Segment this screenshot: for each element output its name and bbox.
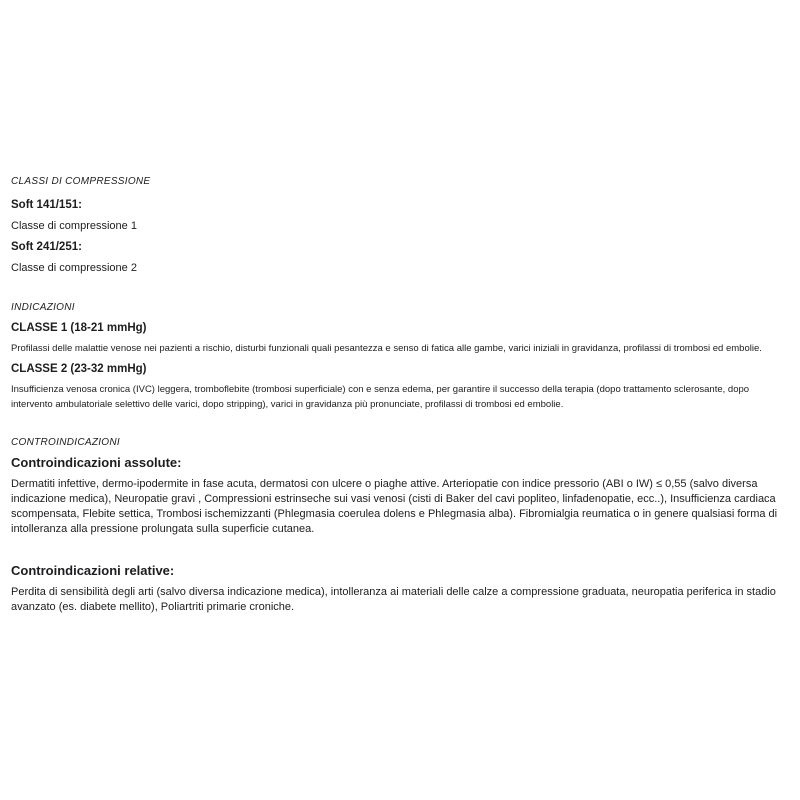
section-classi-di-compressione [11, 176, 790, 275]
controindicazioni-assolute-paragraph: Dermatiti infettive, dermo-ipodermite in fase acuta, dermatosi con ulcere o piaghe attive. Arteriopatie con indice pressorio (ABI o IW) ≤ 0,55 (salvo diversa indicazione medica), Neuropatie gravi , Compressioni estrinseche sui vasi venosi (cisti di Baker del cavi popliteo, linfadenopatie, ecc..), Insufficienza cardiaca scompensata, Flebite settica, Trombosi ischemizzanti (Phlegmasia coerulea dolens e Phlegmasia alba). Fibromialgia reumatica o in genere qualsiasi forma di intolleranza alla pressione prolungata sulla superficie cutanea. [11, 478, 778, 535]
soft-141-151-value: Classe di compressione 1 [11, 220, 137, 232]
section-controindicazioni [11, 437, 790, 615]
controindicazioni-assolute-label: Controindicazioni assolute: [11, 455, 182, 470]
controindicazioni-relative-paragraph: Perdita di sensibilità degli arti (salvo diversa indicazione medica), intolleranza ai materiali delle calze a compressione graduata, neuropatia periferica in stadio avanzato (es. diabete mellito), Poliartriti primarie croniche. [11, 586, 776, 613]
controindicazioni-relative-label: Controindicazioni relative: [11, 563, 175, 578]
controindicazioni-heading: CONTROINDICAZIONI [11, 437, 120, 448]
classe-1-paragraph: Profilassi delle malattie venose nei pazienti a rischio, disturbi funzionali quali pesantezza e senso di fatica alle gambe, varici iniziali in gravidanza, profilassi di trombosi ed embolie. [11, 343, 762, 354]
classe-2-label: CLASSE 2 (23-32 mmHg) [11, 363, 147, 375]
classe-2-paragraph: Insufficienza venosa cronica (IVC) leggera, tromboflebite (trombosi superficiale) con e senza edema, per garantire il successo della terapia (dopo trattamento sclerosante, dopo intervento ambulatoriale selettivo delle varici, dopo stripping), varici in gravidanza più pronunciate, profilassi di trombosi ed embolie. [11, 384, 750, 410]
classi-di-compressione-heading: CLASSI DI COMPRESSIONE [11, 176, 151, 187]
indicazioni-heading: INDICAZIONI [11, 302, 75, 313]
soft-241-251-label: Soft 241/251: [11, 241, 82, 253]
soft-141-151-label: Soft 141/151: [11, 199, 82, 211]
section-indicazioni [11, 302, 790, 412]
soft-241-251-value: Classe di compressione 2 [11, 262, 137, 274]
classe-1-label: CLASSE 1 (18-21 mmHg) [11, 322, 147, 334]
